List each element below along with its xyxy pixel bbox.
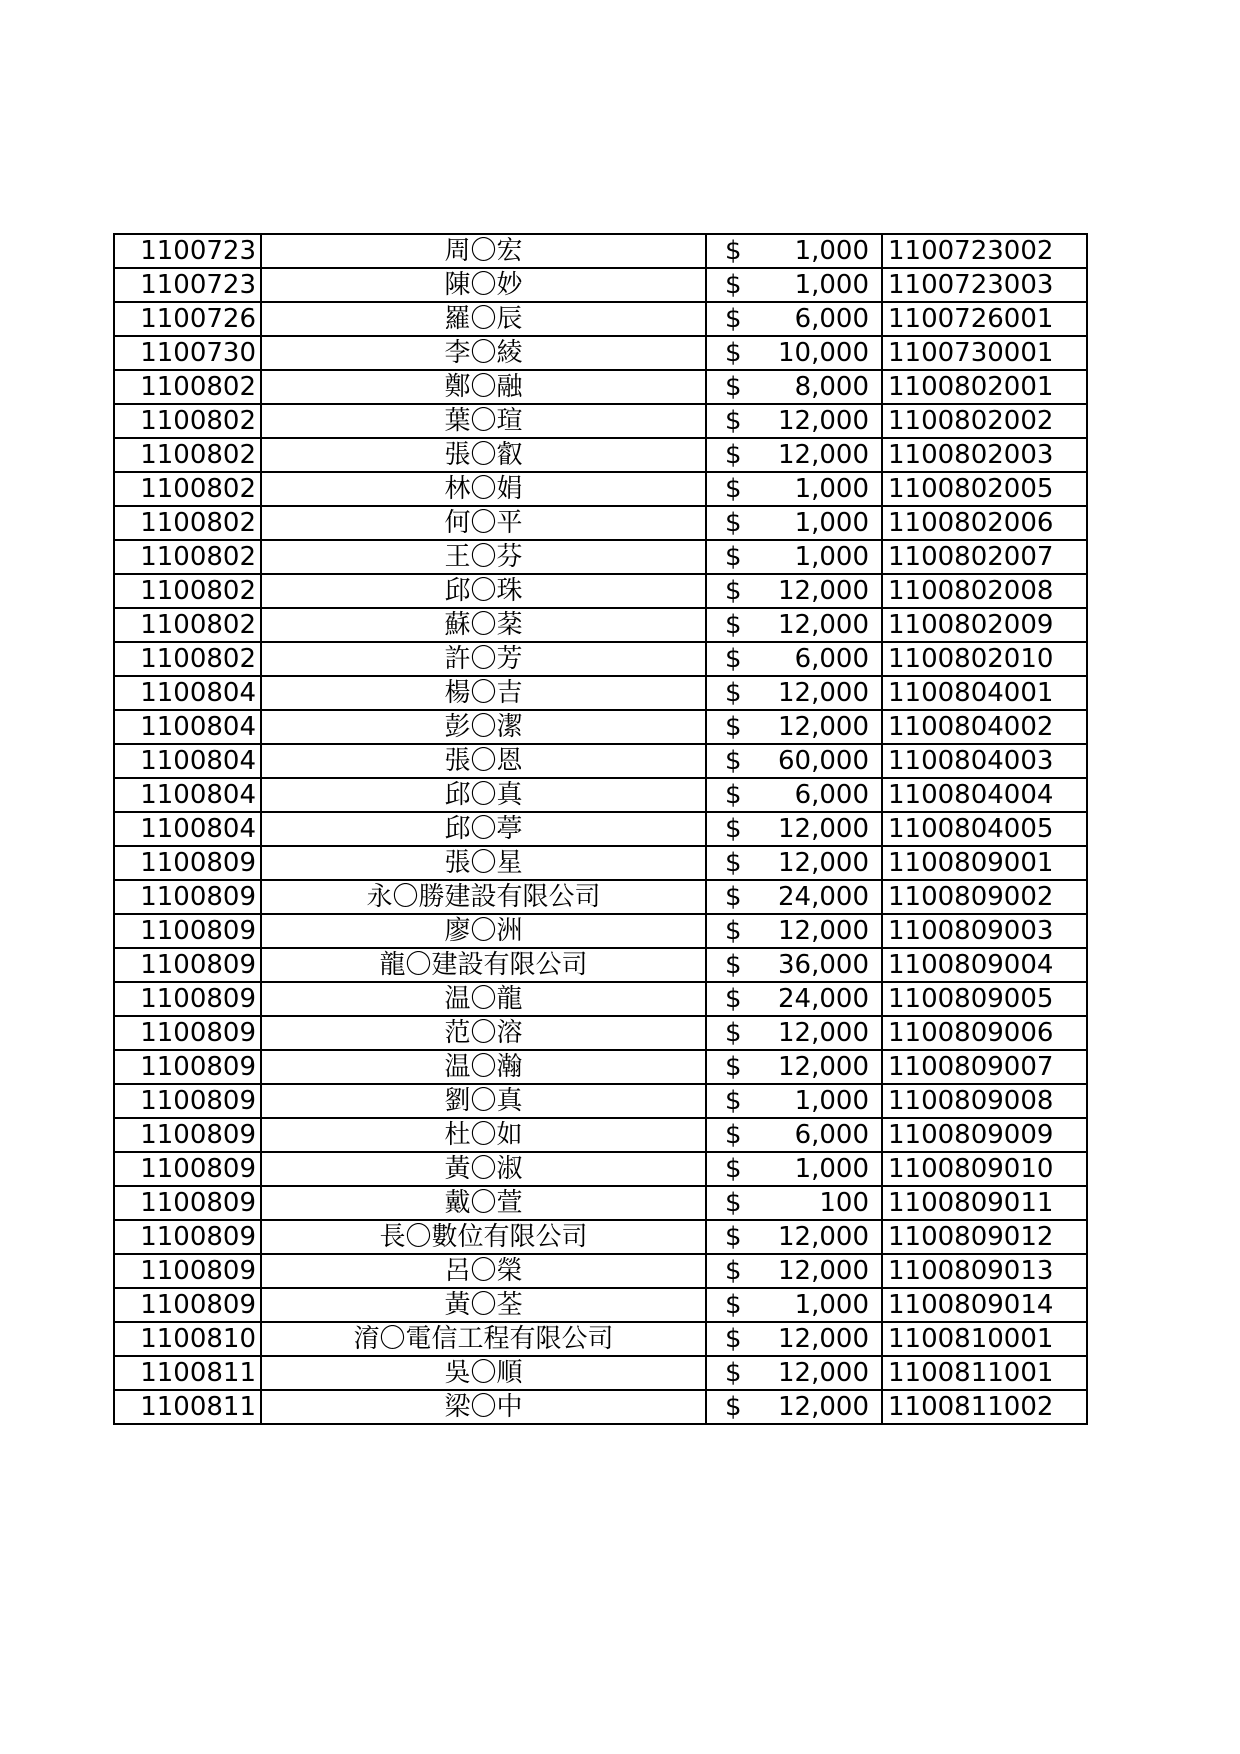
receipt-number-cell: 1100802008	[882, 574, 1087, 608]
currency-symbol: $	[725, 474, 742, 504]
receipt-number-cell: 1100804002	[882, 710, 1087, 744]
receipt-number-cell: 1100723003	[882, 268, 1087, 302]
date-cell: 1100804	[114, 744, 261, 778]
receipt-number-cell: 1100802003	[882, 438, 1087, 472]
currency-symbol: $	[725, 338, 742, 368]
amount-cell	[706, 1084, 882, 1118]
donor-name-cell: 陳〇妙	[261, 268, 706, 302]
currency-symbol: $	[725, 508, 742, 538]
receipt-number-cell: 1100804001	[882, 676, 1087, 710]
donor-name-cell: 邱〇真	[261, 778, 706, 812]
currency-symbol: $	[725, 1324, 742, 1354]
donor-name-cell: 林〇娟	[261, 472, 706, 506]
receipt-number-cell: 1100809005	[882, 982, 1087, 1016]
amount-cell	[706, 744, 882, 778]
donor-name-cell: 呂〇榮	[261, 1254, 706, 1288]
donor-name-cell: 吳〇順	[261, 1356, 706, 1390]
amount-value: 12,000	[778, 1052, 869, 1082]
donor-name-cell: 長〇數位有限公司	[261, 1220, 706, 1254]
amount-value: 12,000	[778, 610, 869, 640]
donor-name-cell: 王〇芬	[261, 540, 706, 574]
amount-cell	[706, 778, 882, 812]
amount-cell	[706, 234, 882, 268]
table-row	[114, 778, 1087, 812]
table-row	[114, 1084, 1087, 1118]
amount-cell	[706, 574, 882, 608]
amount-value: 1,000	[794, 508, 869, 538]
date-cell: 1100809	[114, 1050, 261, 1084]
date-cell: 1100809	[114, 1016, 261, 1050]
table-row	[114, 812, 1087, 846]
receipt-number-cell: 1100809013	[882, 1254, 1087, 1288]
date-cell: 1100811	[114, 1390, 261, 1424]
table-row	[114, 268, 1087, 302]
currency-symbol: $	[725, 406, 742, 436]
table-row	[114, 710, 1087, 744]
date-cell: 1100802	[114, 404, 261, 438]
receipt-number-cell: 1100809006	[882, 1016, 1087, 1050]
donor-name-cell: 周〇宏	[261, 234, 706, 268]
amount-cell	[706, 1050, 882, 1084]
receipt-number-cell: 1100804004	[882, 778, 1087, 812]
date-cell: 1100809	[114, 982, 261, 1016]
receipt-number-cell: 1100809004	[882, 948, 1087, 982]
amount-value: 36,000	[778, 950, 869, 980]
amount-value: 1,000	[794, 270, 869, 300]
date-cell: 1100723	[114, 268, 261, 302]
date-cell: 1100802	[114, 438, 261, 472]
donor-name-cell: 邱〇珠	[261, 574, 706, 608]
donor-name-cell: 龍〇建設有限公司	[261, 948, 706, 982]
amount-cell	[706, 1322, 882, 1356]
amount-value: 10,000	[778, 338, 869, 368]
donor-name-cell: 邱〇葶	[261, 812, 706, 846]
amount-cell	[706, 948, 882, 982]
amount-cell	[706, 982, 882, 1016]
receipt-number-cell: 1100809009	[882, 1118, 1087, 1152]
table-row	[114, 1390, 1087, 1424]
donation-table-body	[114, 234, 1087, 1424]
amount-cell	[706, 1288, 882, 1322]
table-row	[114, 1016, 1087, 1050]
amount-cell	[706, 1390, 882, 1424]
amount-cell	[706, 540, 882, 574]
table-row	[114, 982, 1087, 1016]
table-row	[114, 302, 1087, 336]
receipt-number-cell: 1100802005	[882, 472, 1087, 506]
receipt-number-cell: 1100804003	[882, 744, 1087, 778]
amount-value: 6,000	[794, 644, 869, 674]
receipt-number-cell: 1100726001	[882, 302, 1087, 336]
currency-symbol: $	[725, 1052, 742, 1082]
amount-value: 12,000	[778, 1018, 869, 1048]
table-row	[114, 1152, 1087, 1186]
currency-symbol: $	[725, 1256, 742, 1286]
donation-table	[113, 233, 1088, 1425]
currency-symbol: $	[725, 610, 742, 640]
amount-value: 12,000	[778, 1358, 869, 1388]
date-cell: 1100802	[114, 540, 261, 574]
date-cell: 1100809	[114, 1220, 261, 1254]
date-cell: 1100811	[114, 1356, 261, 1390]
date-cell: 1100802	[114, 506, 261, 540]
table-row	[114, 1050, 1087, 1084]
donor-name-cell: 葉〇瑄	[261, 404, 706, 438]
date-cell: 1100809	[114, 914, 261, 948]
amount-cell	[706, 1186, 882, 1220]
date-cell: 1100802	[114, 608, 261, 642]
amount-cell	[706, 846, 882, 880]
receipt-number-cell: 1100730001	[882, 336, 1087, 370]
date-cell: 1100809	[114, 1084, 261, 1118]
date-cell: 1100809	[114, 880, 261, 914]
date-cell: 1100730	[114, 336, 261, 370]
date-cell: 1100804	[114, 812, 261, 846]
table-row	[114, 1220, 1087, 1254]
currency-symbol: $	[725, 712, 742, 742]
donor-name-cell: 永〇勝建設有限公司	[261, 880, 706, 914]
donor-name-cell: 張〇叡	[261, 438, 706, 472]
amount-cell	[706, 710, 882, 744]
currency-symbol: $	[725, 678, 742, 708]
donor-name-cell: 李〇綾	[261, 336, 706, 370]
receipt-number-cell: 1100802001	[882, 370, 1087, 404]
donor-name-cell: 張〇星	[261, 846, 706, 880]
currency-symbol: $	[725, 1290, 742, 1320]
amount-value: 24,000	[778, 882, 869, 912]
amount-value: 1,000	[794, 1154, 869, 1184]
date-cell: 1100809	[114, 1118, 261, 1152]
table-row	[114, 1254, 1087, 1288]
table-row	[114, 438, 1087, 472]
amount-value: 12,000	[778, 848, 869, 878]
receipt-number-cell: 1100811001	[882, 1356, 1087, 1390]
currency-symbol: $	[725, 1120, 742, 1150]
amount-cell	[706, 1220, 882, 1254]
amount-cell	[706, 1016, 882, 1050]
amount-value: 12,000	[778, 440, 869, 470]
donor-name-cell: 許〇芳	[261, 642, 706, 676]
date-cell: 1100809	[114, 1152, 261, 1186]
currency-symbol: $	[725, 780, 742, 810]
currency-symbol: $	[725, 746, 742, 776]
amount-cell	[706, 302, 882, 336]
amount-value: 12,000	[778, 406, 869, 436]
amount-cell	[706, 268, 882, 302]
table-row	[114, 1356, 1087, 1390]
currency-symbol: $	[725, 848, 742, 878]
amount-value: 12,000	[778, 1392, 869, 1422]
amount-value: 12,000	[778, 916, 869, 946]
currency-symbol: $	[725, 1392, 742, 1422]
receipt-number-cell: 1100809003	[882, 914, 1087, 948]
currency-symbol: $	[725, 372, 742, 402]
table-row	[114, 472, 1087, 506]
amount-value: 1,000	[794, 1290, 869, 1320]
amount-cell	[706, 506, 882, 540]
table-row	[114, 880, 1087, 914]
amount-value: 12,000	[778, 712, 869, 742]
receipt-number-cell: 1100802010	[882, 642, 1087, 676]
table-row	[114, 404, 1087, 438]
date-cell: 1100726	[114, 302, 261, 336]
currency-symbol: $	[725, 576, 742, 606]
amount-value: 24,000	[778, 984, 869, 1014]
currency-symbol: $	[725, 270, 742, 300]
donor-name-cell: 黃〇荃	[261, 1288, 706, 1322]
donor-name-cell: 楊〇吉	[261, 676, 706, 710]
amount-cell	[706, 336, 882, 370]
date-cell: 1100809	[114, 1186, 261, 1220]
date-cell: 1100809	[114, 846, 261, 880]
currency-symbol: $	[725, 1154, 742, 1184]
currency-symbol: $	[725, 1086, 742, 1116]
currency-symbol: $	[725, 304, 742, 334]
receipt-number-cell: 1100809002	[882, 880, 1087, 914]
amount-value: 1,000	[794, 474, 869, 504]
amount-cell	[706, 1356, 882, 1390]
amount-value: 100	[819, 1188, 869, 1218]
receipt-number-cell: 1100811002	[882, 1390, 1087, 1424]
date-cell: 1100802	[114, 574, 261, 608]
amount-value: 12,000	[778, 814, 869, 844]
amount-value: 12,000	[778, 1222, 869, 1252]
donor-name-cell: 戴〇萱	[261, 1186, 706, 1220]
donor-name-cell: 温〇龍	[261, 982, 706, 1016]
donor-name-cell: 黃〇淑	[261, 1152, 706, 1186]
receipt-number-cell: 1100809001	[882, 846, 1087, 880]
receipt-number-cell: 1100802006	[882, 506, 1087, 540]
amount-cell	[706, 812, 882, 846]
donor-name-cell: 劉〇真	[261, 1084, 706, 1118]
donor-name-cell: 范〇溶	[261, 1016, 706, 1050]
amount-value: 6,000	[794, 304, 869, 334]
table-row	[114, 234, 1087, 268]
amount-cell	[706, 914, 882, 948]
donor-name-cell: 杜〇如	[261, 1118, 706, 1152]
table-row	[114, 1186, 1087, 1220]
donor-name-cell: 蘇〇棻	[261, 608, 706, 642]
date-cell: 1100723	[114, 234, 261, 268]
amount-cell	[706, 404, 882, 438]
donor-name-cell: 何〇平	[261, 506, 706, 540]
currency-symbol: $	[725, 950, 742, 980]
currency-symbol: $	[725, 236, 742, 266]
donor-name-cell: 淯〇電信工程有限公司	[261, 1322, 706, 1356]
table-row	[114, 370, 1087, 404]
donor-name-cell: 張〇恩	[261, 744, 706, 778]
currency-symbol: $	[725, 1222, 742, 1252]
amount-cell	[706, 370, 882, 404]
currency-symbol: $	[725, 1018, 742, 1048]
date-cell: 1100804	[114, 778, 261, 812]
donor-name-cell: 彭〇潔	[261, 710, 706, 744]
amount-value: 12,000	[778, 678, 869, 708]
currency-symbol: $	[725, 542, 742, 572]
table-row	[114, 676, 1087, 710]
receipt-number-cell: 1100809007	[882, 1050, 1087, 1084]
amount-value: 1,000	[794, 236, 869, 266]
receipt-number-cell: 1100804005	[882, 812, 1087, 846]
date-cell: 1100802	[114, 642, 261, 676]
amount-cell	[706, 1118, 882, 1152]
table-row	[114, 506, 1087, 540]
amount-value: 6,000	[794, 1120, 869, 1150]
table-row	[114, 914, 1087, 948]
currency-symbol: $	[725, 1358, 742, 1388]
amount-cell	[706, 438, 882, 472]
date-cell: 1100804	[114, 710, 261, 744]
donor-name-cell: 梁〇中	[261, 1390, 706, 1424]
currency-symbol: $	[725, 1188, 742, 1218]
currency-symbol: $	[725, 440, 742, 470]
amount-value: 12,000	[778, 1324, 869, 1354]
table-row	[114, 540, 1087, 574]
donor-name-cell: 鄭〇融	[261, 370, 706, 404]
table-row	[114, 1288, 1087, 1322]
amount-cell	[706, 608, 882, 642]
receipt-number-cell: 1100809008	[882, 1084, 1087, 1118]
currency-symbol: $	[725, 644, 742, 674]
receipt-number-cell: 1100809011	[882, 1186, 1087, 1220]
receipt-number-cell: 1100809012	[882, 1220, 1087, 1254]
currency-symbol: $	[725, 882, 742, 912]
amount-cell	[706, 472, 882, 506]
table-row	[114, 336, 1087, 370]
date-cell: 1100809	[114, 948, 261, 982]
donor-name-cell: 温〇瀚	[261, 1050, 706, 1084]
currency-symbol: $	[725, 984, 742, 1014]
amount-cell	[706, 1254, 882, 1288]
receipt-number-cell: 1100802007	[882, 540, 1087, 574]
table-row	[114, 1118, 1087, 1152]
date-cell: 1100810	[114, 1322, 261, 1356]
amount-value: 6,000	[794, 780, 869, 810]
receipt-number-cell: 1100802009	[882, 608, 1087, 642]
receipt-number-cell: 1100809014	[882, 1288, 1087, 1322]
donor-name-cell: 羅〇辰	[261, 302, 706, 336]
date-cell: 1100804	[114, 676, 261, 710]
table-row	[114, 744, 1087, 778]
table-row	[114, 574, 1087, 608]
amount-cell	[706, 880, 882, 914]
amount-value: 8,000	[794, 372, 869, 402]
receipt-number-cell: 1100802002	[882, 404, 1087, 438]
receipt-number-cell: 1100723002	[882, 234, 1087, 268]
receipt-number-cell: 1100809010	[882, 1152, 1087, 1186]
table-row	[114, 1322, 1087, 1356]
table-row	[114, 846, 1087, 880]
amount-cell	[706, 642, 882, 676]
amount-value: 12,000	[778, 576, 869, 606]
date-cell: 1100802	[114, 472, 261, 506]
amount-cell	[706, 1152, 882, 1186]
amount-value: 60,000	[778, 746, 869, 776]
date-cell: 1100809	[114, 1254, 261, 1288]
currency-symbol: $	[725, 916, 742, 946]
receipt-number-cell: 1100810001	[882, 1322, 1087, 1356]
date-cell: 1100802	[114, 370, 261, 404]
table-row	[114, 608, 1087, 642]
table-row	[114, 948, 1087, 982]
amount-cell	[706, 676, 882, 710]
date-cell: 1100809	[114, 1288, 261, 1322]
donor-name-cell: 廖〇洲	[261, 914, 706, 948]
table-row	[114, 642, 1087, 676]
amount-value: 12,000	[778, 1256, 869, 1286]
amount-value: 1,000	[794, 542, 869, 572]
currency-symbol: $	[725, 814, 742, 844]
amount-value: 1,000	[794, 1086, 869, 1116]
